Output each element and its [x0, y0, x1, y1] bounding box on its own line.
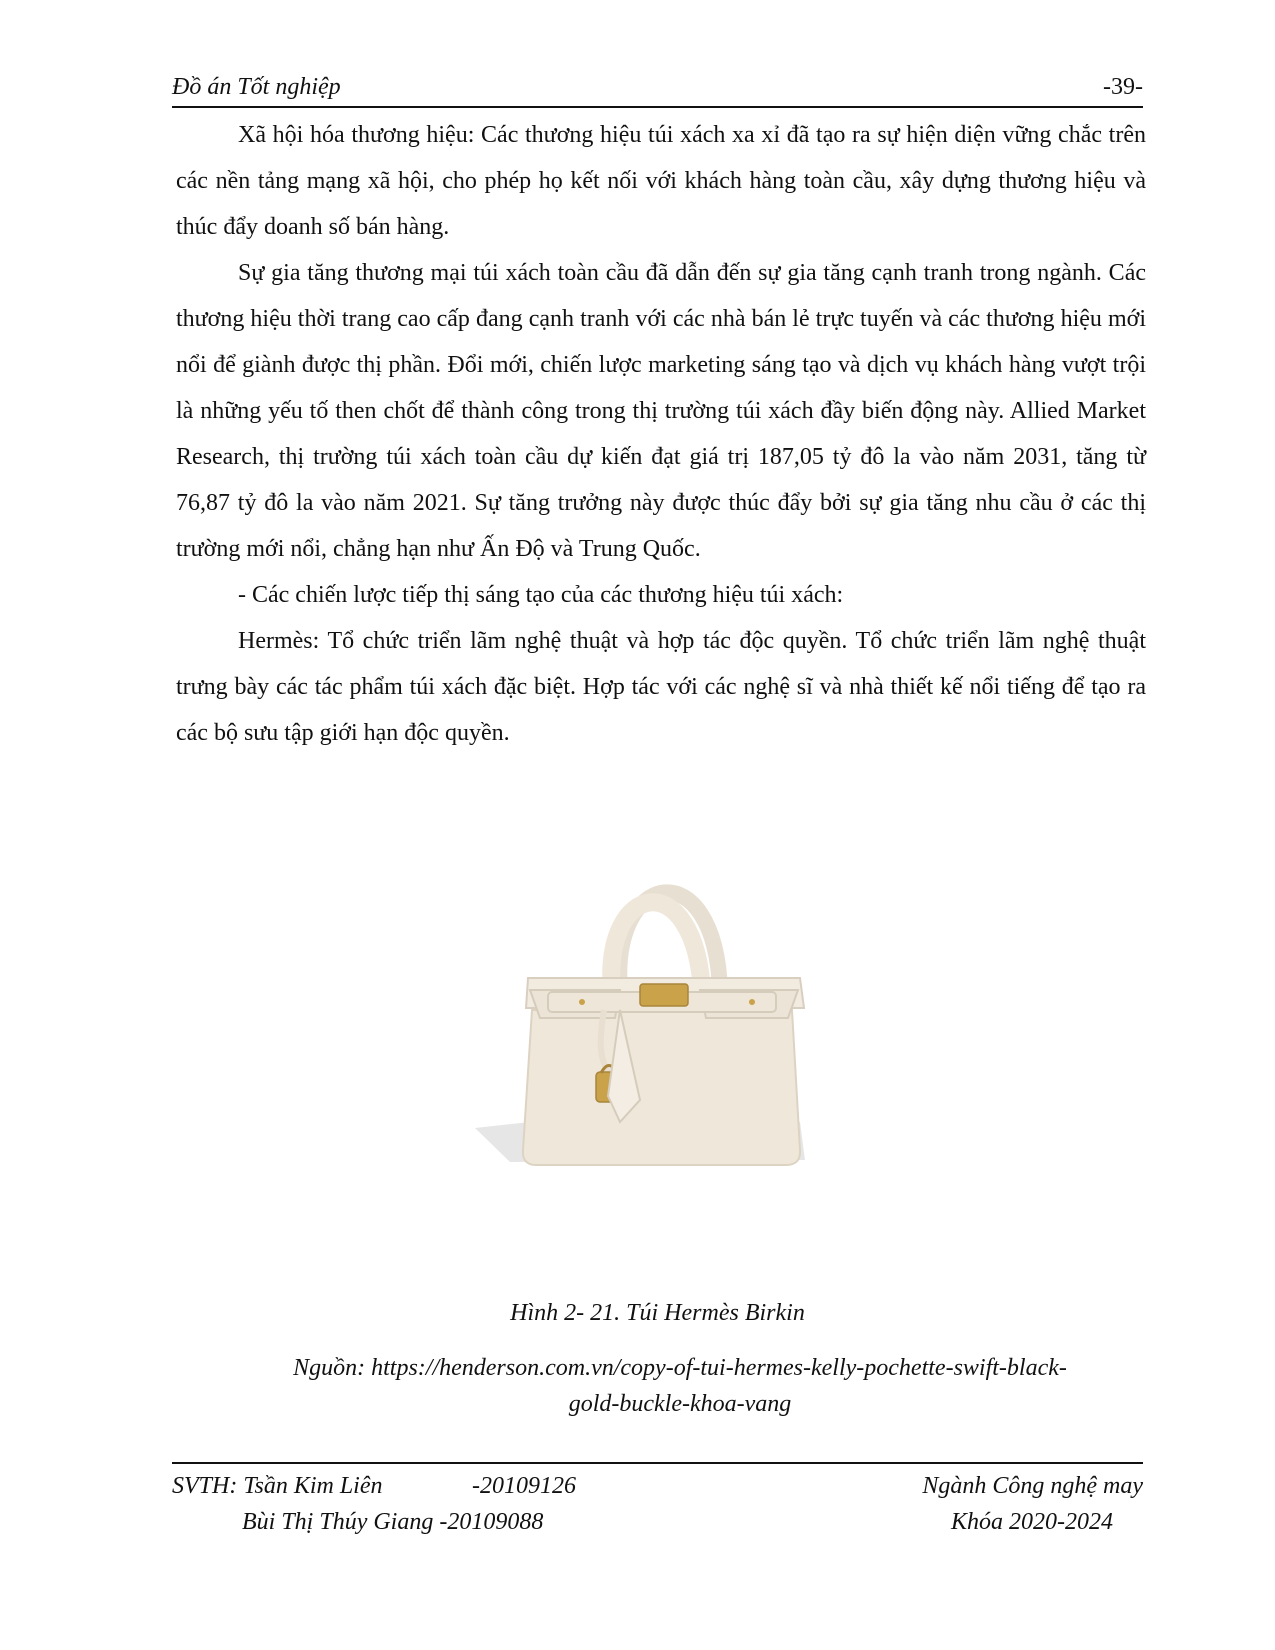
document-title: Đồ án Tốt nghiệp — [172, 74, 341, 100]
footer-divider — [172, 1462, 1143, 1464]
source-line-2: gold-buckle-khoa-vang — [568, 1391, 792, 1417]
paragraph-strategies-heading: - Các chiến lược tiếp thị sáng tạo của các thương hiệu túi xách: — [238, 582, 844, 608]
figure-caption: Hình 2- 21. Túi Hermès Birkin — [510, 1300, 805, 1326]
handbag-illustration — [470, 860, 850, 1230]
source-line-1: Nguồn: https://henderson.com.vn/copy-of-tui-hermes-kelly-pochette-swift-black- — [293, 1355, 1067, 1381]
footer-student1-id: -20109126 — [472, 1473, 576, 1499]
paragraph-competition: Sự gia tăng thương mại túi xách toàn cầu đã dẫn đến sự gia tăng cạnh tranh trong ngành. Các thương hiệu thời trang cao cấp đang cạnh tranh với các nhà bán lẻ trực tuyến và các thương hiệu mới nổi để giành được thị phần. Đổi mới, chiến lược marketing sáng tạo và dịch vụ khách hàng vượt trội là những yếu tố then chốt để thành công trong thị trường túi xách đầy biến động này. Allied Market Research, thị trường túi xách toàn cầu dự kiến đạt giá trị 187,05 tỷ đô la vào năm 2031, tăng từ 76,87 tỷ đô la vào năm 2021. Sự tăng trưởng này được thúc đẩy bởi sự gia tăng nhu cầu ở các thị trường mới nổi, chẳng hạn như Ấn Độ và Trung Quốc. — [176, 260, 1146, 562]
page-footer — [172, 1468, 1143, 1548]
footer-major: Ngành Công nghệ may — [922, 1473, 1143, 1499]
figure-source — [230, 1350, 1130, 1422]
footer-course: Khóa 2020-2024 — [951, 1509, 1113, 1535]
stud-right-icon — [749, 999, 755, 1005]
paragraph-social: Xã hội hóa thương hiệu: Các thương hiệu túi xách xa xỉ đã tạo ra sự hiện diện vững chắc trên các nền tảng mạng xã hội, cho phép họ kết nối với khách hàng toàn cầu, xây dựng thương hiệu và thúc đẩy doanh số bán hàng. — [176, 122, 1146, 240]
turn-lock-icon — [640, 984, 688, 1006]
page-number: -39- — [1103, 74, 1143, 100]
header-divider — [172, 106, 1143, 108]
bag-body — [523, 1010, 800, 1165]
footer-student1: SVTH: Tsần Kim Liên — [172, 1473, 383, 1499]
page-header — [172, 74, 1143, 104]
footer-student2: Bùi Thị Thúy Giang -20109088 — [242, 1509, 544, 1535]
body-text — [176, 112, 1146, 756]
stud-left-icon — [579, 999, 585, 1005]
paragraph-hermes: Hermès: Tổ chức triển lãm nghệ thuật và hợp tác độc quyền. Tổ chức triển lãm nghệ thuật trưng bày các tác phẩm túi xách đặc biệt. Hợp tác với các nghệ sĩ và nhà thiết kế nổi tiếng để tạo ra các bộ sưu tập giới hạn độc quyền. — [176, 628, 1146, 746]
birkin-bag-image — [470, 860, 850, 1230]
